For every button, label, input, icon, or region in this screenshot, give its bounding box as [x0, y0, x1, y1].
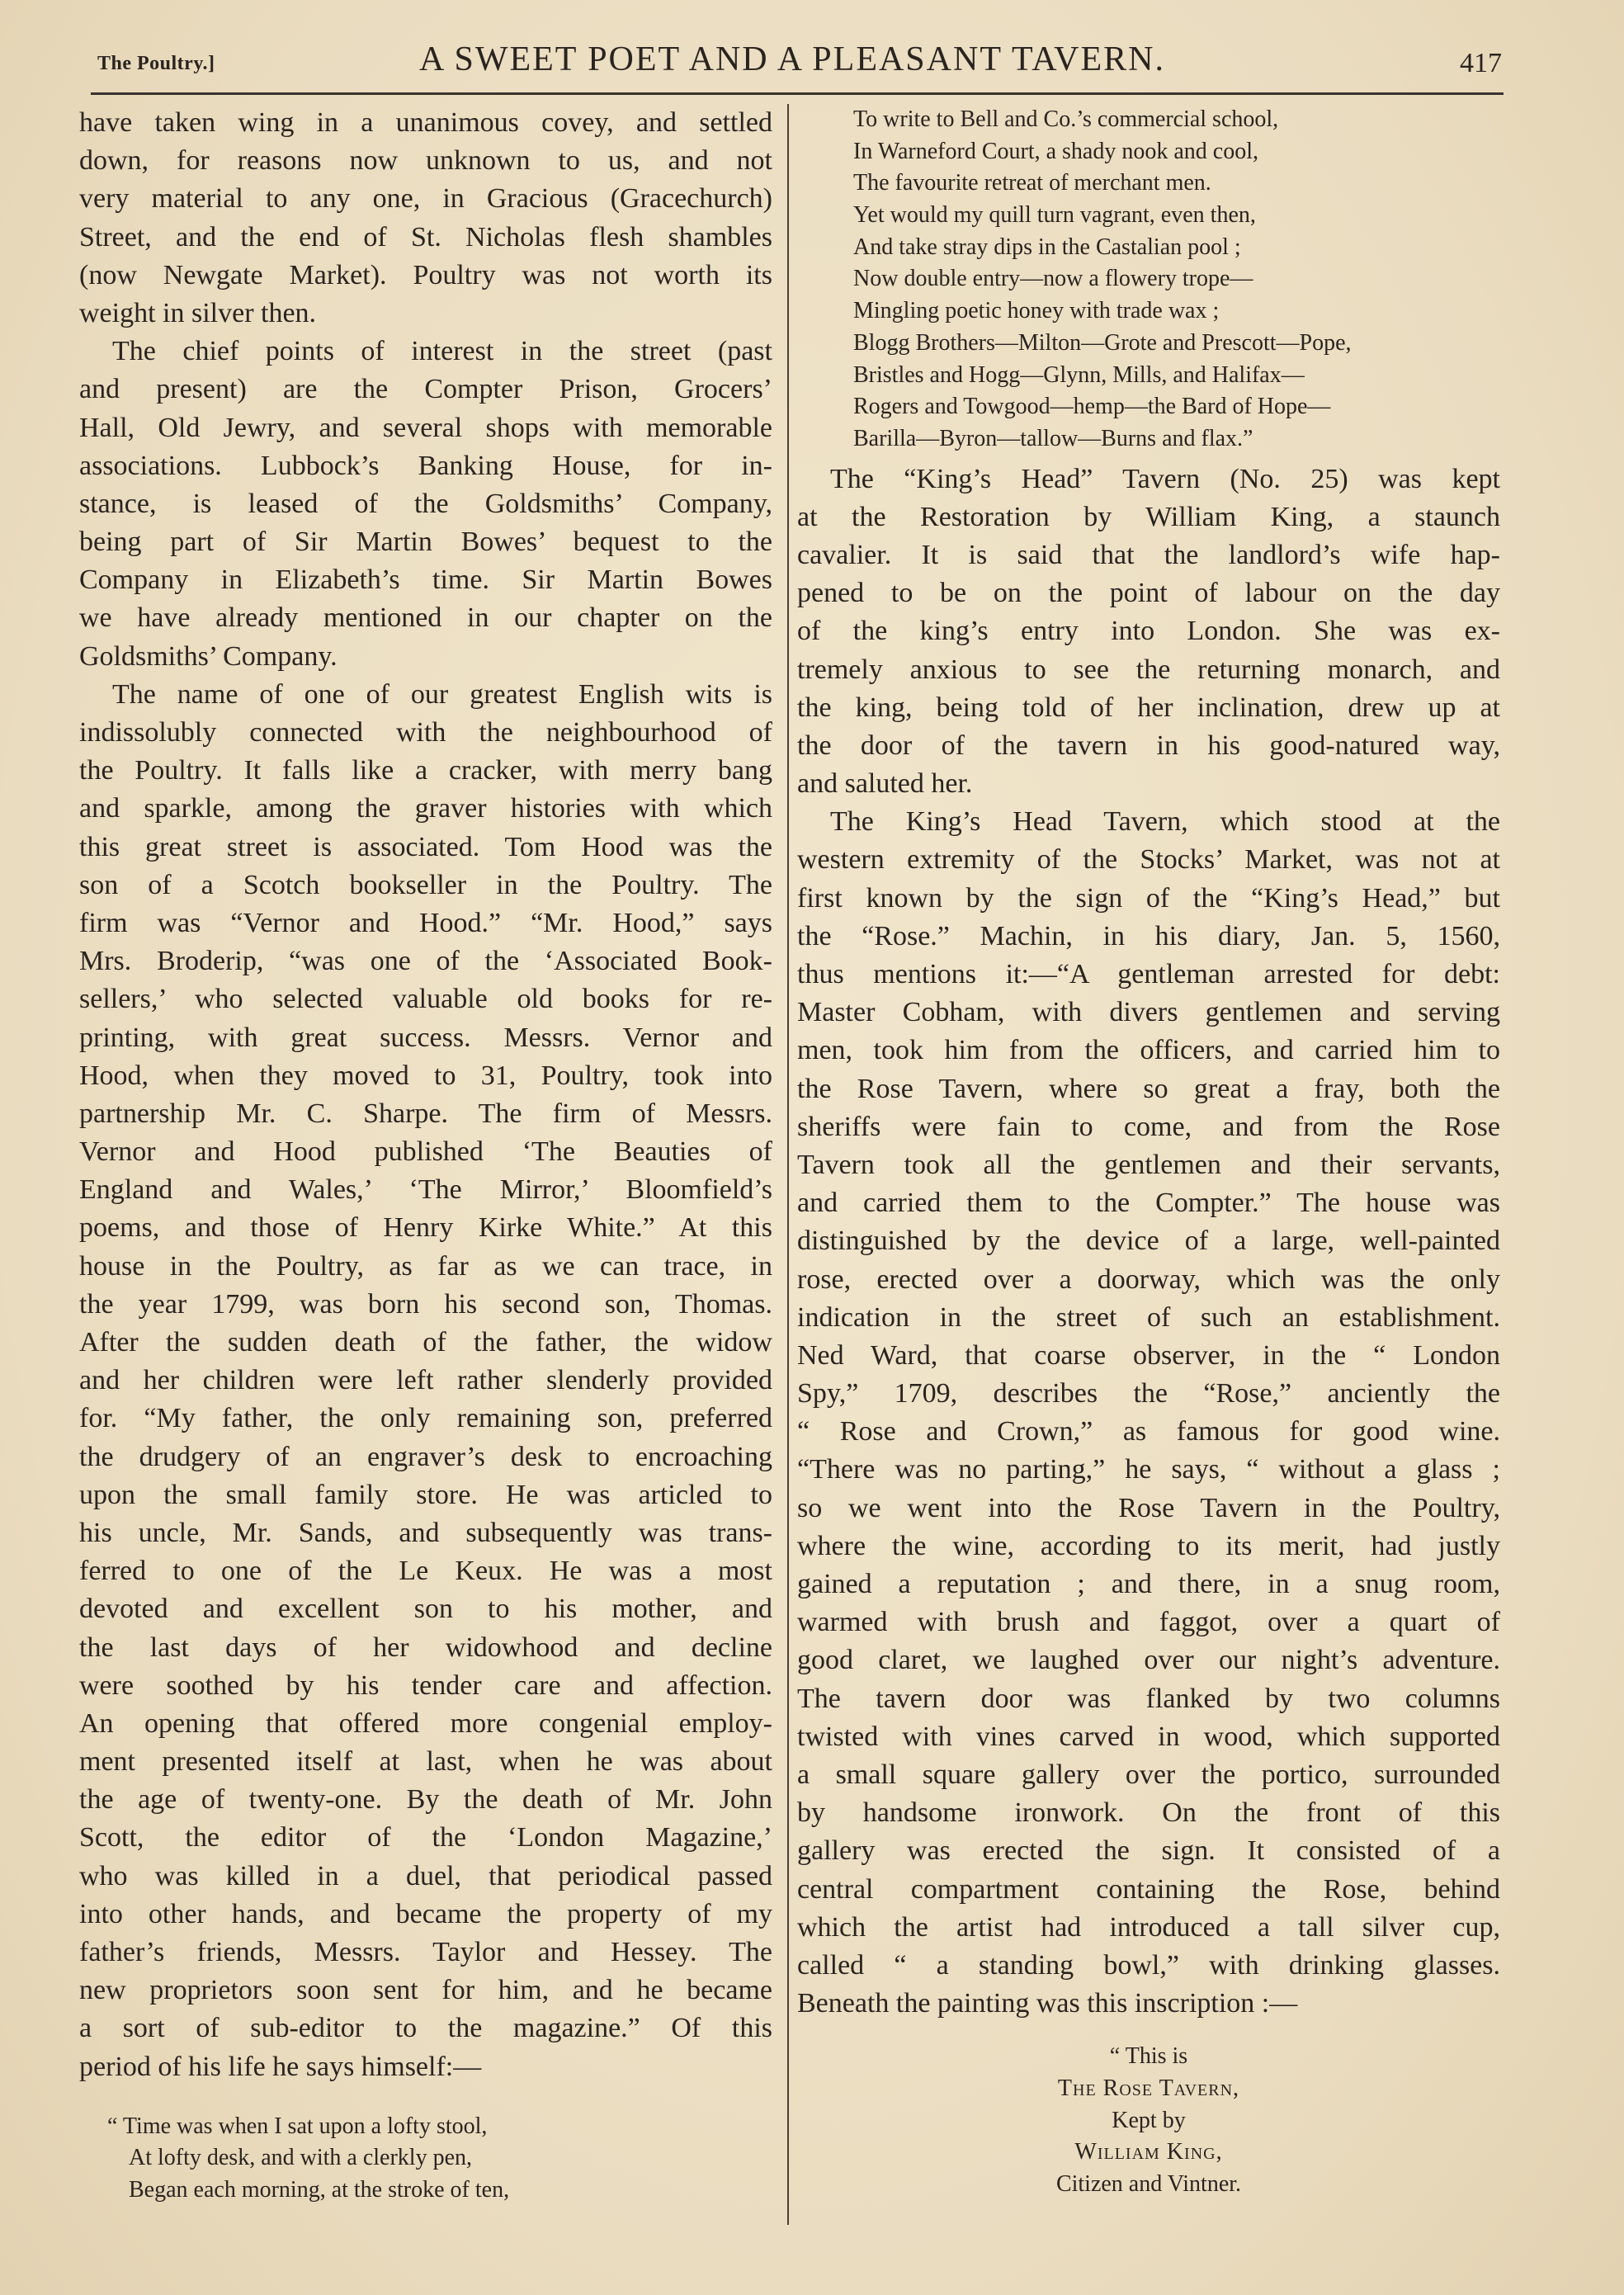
inscription-line: Citizen and Vintner. — [1055, 2171, 1242, 2197]
text-line: Vernor and Hood published ‘The Beauties of — [79, 1136, 772, 1168]
inscription-line: William King, — [1074, 2139, 1223, 2165]
poem-line: To write to Bell and Co.’s commercial school, — [853, 106, 1279, 132]
text-line: men, took him from the officers, and carried him to — [797, 1035, 1500, 1066]
text-line: “There was no parting,” he says, “ without a glass ; — [797, 1454, 1500, 1485]
text-line: The “King’s Head” Tavern (No. 25) was kept — [830, 463, 1500, 494]
text-line: and saluted her. — [797, 768, 973, 800]
text-line: The tavern door was flanked by two columns — [797, 1683, 1500, 1714]
text-line: poems, and those of Henry Kirke White.” At this — [79, 1212, 772, 1244]
text-line: father’s friends, Messrs. Taylor and Hessey. The — [79, 1937, 772, 1967]
text-line: The chief points of interest in the street (past — [112, 336, 772, 367]
text-line: Mrs. Broderip, “was one of the ‘Associated Book- — [79, 946, 772, 977]
text-line: the last days of her widowhood and decline — [79, 1632, 772, 1663]
text-line: weight in silver then. — [79, 297, 317, 328]
left-column-text — [79, 104, 772, 2086]
tavern-inscription — [797, 2041, 1500, 2200]
text-line: of the king’s entry into London. She was ex- — [797, 616, 1500, 647]
text-line: the Rose Tavern, where so great a fray, both the — [797, 1073, 1500, 1104]
column-divider — [787, 104, 789, 2225]
text-line: England and Wales,’ ‘The Mirror,’ Bloomfield’s — [79, 1174, 772, 1206]
text-line: house in the Poultry, as far as we can trace, in — [79, 1250, 772, 1282]
text-line: “ Rose and Crown,” as famous for good wine. — [797, 1416, 1500, 1447]
right-column — [797, 104, 1500, 2201]
text-line: this great street is associated. Tom Hood was the — [79, 831, 772, 862]
text-line: being part of Sir Martin Bowes’ bequest to the — [79, 527, 772, 558]
text-line: and her children were left rather slenderly provided — [79, 1365, 772, 1396]
text-line: the door of the tavern in his good-natured way, — [797, 730, 1500, 761]
text-line: have taken wing in a unanimous covey, and settled — [79, 107, 772, 138]
text-line: a sort of sub-editor to the magazine.” Of this — [79, 2013, 772, 2044]
text-line: at the Restoration by William King, a staunch — [797, 501, 1500, 532]
text-line: for. “My father, the only remaining son, preferred — [79, 1403, 772, 1434]
poem-line: Bristles and Hogg—Glynn, Mills, and Halifax— — [853, 361, 1305, 388]
poem-line: And take stray dips in the Castalian pool ; — [853, 234, 1241, 260]
left-column — [79, 104, 772, 2207]
text-line: western extremity of the Stocks’ Market, was not at — [797, 844, 1500, 876]
text-line: who was killed in a duel, that periodical passed — [79, 1860, 772, 1891]
text-line: Hall, Old Jewry, and several shops with memorable — [79, 412, 772, 443]
text-line: Hood, when they moved to 31, Poultry, took into — [79, 1060, 772, 1091]
text-line: first known by the sign of the “King’s Head,” but — [797, 882, 1500, 914]
text-line: (now Newgate Market). Poultry was not worth its — [79, 259, 772, 290]
text-line: Scott, the editor of the ‘London Magazine,’ — [79, 1822, 772, 1853]
text-line: by handsome ironwork. On the front of this — [797, 1797, 1500, 1829]
text-line: into other hands, and became the property of my — [79, 1898, 772, 1929]
text-line: were soothed by his tender care and affection. — [79, 1669, 772, 1701]
text-line: firm was “Vernor and Hood.” “Mr. Hood,” says — [79, 907, 772, 938]
poem-line: In Warneford Court, a shady nook and cool, — [853, 138, 1258, 164]
poem-line: The favourite retreat of merchant men. — [853, 170, 1211, 196]
text-line: son of a Scotch bookseller in the Poultry. The — [79, 869, 772, 900]
text-line: called “ a standing bowl,” with drinking glasses. — [797, 1949, 1500, 1981]
text-line: Goldsmiths’ Company. — [79, 640, 338, 672]
running-head: The Poultry.] — [97, 53, 215, 74]
text-line: Street, and the end of St. Nicholas flesh shambles — [79, 221, 772, 253]
text-line: the drudgery of an engraver’s desk to encroaching — [79, 1441, 772, 1472]
text-line: rose, erected over a doorway, which was the only — [797, 1263, 1500, 1295]
text-line: cavalier. It is said that the landlord’s wife hap- — [797, 539, 1500, 570]
poem-line: Blogg Brothers—Milton—Grote and Prescott—Pope, — [853, 329, 1352, 356]
text-line: the “Rose.” Machin, in his diary, Jan. 5, 1560, — [797, 920, 1500, 952]
poem-line: “ Time was when I sat upon a lofty stool, — [107, 2113, 488, 2139]
page-number: 417 — [1460, 48, 1502, 78]
poem-line: Now double entry—now a flowery trope— — [853, 266, 1253, 292]
text-line: stance, is leased of the Goldsmiths’ Company, — [79, 488, 772, 519]
poem-line: Rogers and Towgood—hemp—the Bard of Hope— — [853, 394, 1331, 420]
text-line: and sparkle, among the graver histories with which — [79, 793, 772, 824]
text-line: the year 1799, was born his second son, Thomas. — [79, 1288, 772, 1320]
text-line: very material to any one, in Gracious (Gracechurch) — [79, 183, 772, 215]
text-line: new proprietors soon sent for him, and he became — [79, 1975, 772, 2006]
text-line: printing, with great success. Messrs. Vernor and — [79, 1022, 772, 1053]
text-line: which the artist had introduced a tall silver cup, — [797, 1911, 1500, 1943]
page-title: A SWEET POET AND A PLEASANT TAVERN. — [418, 40, 1166, 78]
left-column-poem — [79, 2111, 772, 2207]
text-line: After the sudden death of the father, the widow — [79, 1327, 772, 1358]
text-line: thus mentions it:—“A gentleman arrested for debt: — [797, 959, 1500, 989]
text-line: partnership Mr. C. Sharpe. The firm of Messrs. — [79, 1098, 772, 1129]
text-line: we have already mentioned in our chapter on the — [79, 602, 772, 634]
text-line: Ned Ward, that coarse observer, in the “ London — [797, 1339, 1500, 1371]
text-line: down, for reasons now unknown to us, and not — [79, 145, 772, 177]
text-line: ment presented itself at last, when he was about — [79, 1746, 772, 1778]
text-line: Beneath the painting was this inscription :— — [797, 1988, 1298, 2019]
text-line: the age of twenty-one. By the death of Mr. John — [79, 1784, 772, 1816]
text-line: the Poultry. It falls like a cracker, with merry bang — [79, 755, 772, 786]
poem-line: At lofty desk, and with a clerkly pen, — [129, 2145, 473, 2171]
text-line: warmed with brush and faggot, over a quart of — [797, 1607, 1500, 1638]
text-line: Company in Elizabeth’s time. Sir Martin Bowes — [79, 564, 772, 596]
text-line: pened to be on the point of labour on the day — [797, 578, 1500, 609]
poem-line: Yet would my quill turn vagrant, even then, — [853, 202, 1256, 229]
text-line: sheriffs were fain to come, and from the Rose — [797, 1111, 1500, 1142]
page-header — [91, 40, 1502, 89]
text-line: associations. Lubbock’s Banking House, for in- — [79, 450, 772, 481]
text-line: central compartment containing the Rose, behind — [797, 1873, 1500, 1905]
inscription-line: The Rose Tavern, — [1057, 2075, 1240, 2101]
text-line: good claret, we laughed over our night’s adventure. — [797, 1645, 1500, 1676]
text-line: twisted with vines carved in wood, which supported — [797, 1721, 1500, 1752]
text-line: Tavern took all the gentlemen and their servants, — [797, 1149, 1500, 1180]
text-line: and carried them to the Compter.” The house was — [797, 1188, 1500, 1219]
poem-line: Barilla—Byron—tallow—Burns and flax.” — [853, 425, 1253, 451]
text-line: Master Cobham, with divers gentlemen and serving — [797, 997, 1500, 1028]
text-line: indissolubly connected with the neighbourhood of — [79, 717, 772, 748]
text-line: sellers,’ who selected valuable old books for re- — [79, 984, 772, 1015]
text-line: Spy,” 1709, describes the “Rose,” anciently the — [797, 1378, 1500, 1410]
text-line: An opening that offered more congenial employ- — [79, 1707, 772, 1739]
text-line: so we went into the Rose Tavern in the Poultry, — [797, 1492, 1500, 1523]
text-line: a small square gallery over the portico, surrounded — [797, 1759, 1500, 1790]
right-column-text — [797, 460, 1500, 2023]
text-line: his uncle, Mr. Sands, and subsequently was trans- — [79, 1517, 772, 1548]
text-line: indication in the street of such an establishment. — [797, 1301, 1500, 1333]
text-line: The name of one of our greatest English wits is — [112, 678, 772, 710]
poem-line: Began each morning, at the stroke of ten, — [129, 2177, 510, 2203]
text-line: and present) are the Compter Prison, Grocers’ — [79, 374, 772, 405]
text-line: distinguished by the device of a large, well-painted — [797, 1225, 1500, 1257]
text-line: where the wine, according to its merit, had justly — [797, 1530, 1500, 1561]
text-line: tremely anxious to see the returning monarch, and — [797, 654, 1500, 685]
text-line: devoted and excellent son to his mother, and — [79, 1594, 772, 1625]
text-line: period of his life he says himself:— — [79, 2051, 482, 2082]
poem-line: Mingling poetic honey with trade wax ; — [853, 298, 1220, 324]
right-column-poem — [797, 104, 1500, 456]
inscription-line: Kept by — [1112, 2107, 1186, 2133]
header-rule — [91, 92, 1504, 95]
text-line: gallery was erected the sign. It consisted of a — [797, 1835, 1500, 1867]
text-line: upon the small family store. He was articled to — [79, 1479, 772, 1510]
text-line: gained a reputation ; and there, in a snug room, — [797, 1569, 1500, 1599]
text-line: The King’s Head Tavern, which stood at the — [830, 806, 1500, 838]
inscription-line: “ This is — [1109, 2043, 1188, 2070]
text-line: the king, being told of her inclination, drew up at — [797, 692, 1500, 723]
text-line: ferred to one of the Le Keux. He was a most — [79, 1556, 772, 1587]
